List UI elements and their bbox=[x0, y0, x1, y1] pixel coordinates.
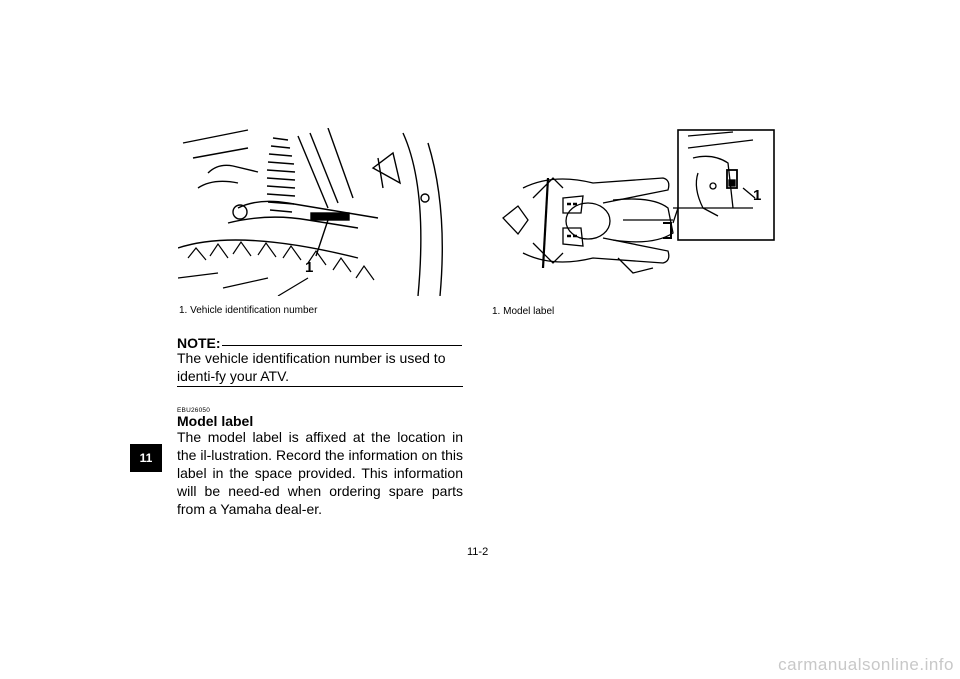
section-code: EBU26050 bbox=[177, 407, 211, 414]
section-heading: Model label bbox=[177, 413, 254, 429]
chapter-tab: 11 bbox=[130, 444, 162, 472]
figure2-caption: 1. Model label bbox=[492, 306, 555, 317]
vin-location-illustration bbox=[178, 128, 463, 296]
figure1-caption: 1. Vehicle identification number bbox=[179, 305, 318, 316]
figure2-callout: 1 bbox=[753, 187, 762, 204]
section-body: The model label is affixed at the location in the il-lustration. Record the information on this label in the space provided. This information will be need-ed when ordering spare parts from a Yamaha deal-er. bbox=[177, 429, 463, 517]
note-rule-top bbox=[222, 345, 462, 346]
note-text: The vehicle identification number is used to identi-fy your ATV. bbox=[177, 350, 446, 384]
footer-watermark: carmanualsonline.info bbox=[778, 655, 954, 674]
note-rule-bottom bbox=[177, 386, 463, 387]
page-number: 11-2 bbox=[467, 546, 489, 558]
figure1-callout: 1 bbox=[305, 259, 314, 276]
model-label-illustration bbox=[493, 128, 776, 300]
note-title: NOTE: bbox=[177, 335, 221, 351]
